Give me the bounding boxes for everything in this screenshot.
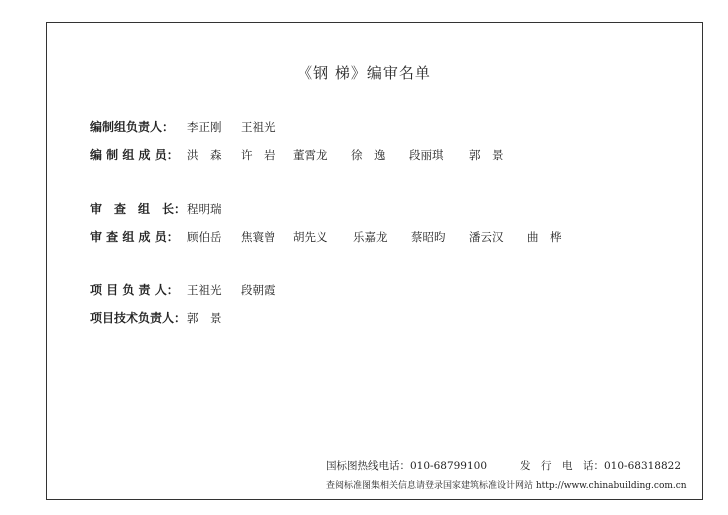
name: 程明瑞 [187,202,222,216]
tech-lead-row [90,309,222,326]
name: 段朝霞 [241,283,276,297]
compile-members-row [90,146,504,163]
issue-number: 010-68318822 [604,460,682,472]
page-title: 《钢 梯》编审名单 [297,64,431,82]
issue-label: 发 行 电 话： [520,460,604,472]
name: 曲 桦 [527,230,562,244]
hotline-number: 010-68799100 [410,460,488,472]
name: 焦寰曾 [241,230,276,244]
name: 顾伯岳 [187,230,222,244]
project-lead-label: 项 目 负 责 人： [90,283,179,297]
name: 徐 逸 [351,148,386,162]
review-members-row [90,228,562,245]
review-lead-row [90,200,222,217]
name: 洪 森 [187,148,222,162]
name: 王祖光 [241,120,276,134]
footer-website: 查阅标准图集相关信息请登录国家建筑标准设计网站 http://www.chinabuilding.com.cn [326,481,687,491]
name: 李正刚 [187,120,222,134]
review-lead-label: 审 查 组 长： [90,202,187,216]
review-members-label: 审 查 组 成 员： [90,230,179,244]
name: 许 岩 [241,148,276,162]
name: 董霄龙 [293,148,328,162]
hotline-label: 国标图热线电话： [326,460,410,472]
project-lead-row [90,281,276,298]
name: 潘云汉 [469,230,504,244]
name: 蔡昭昀 [411,230,446,244]
name: 胡先义 [293,230,328,244]
name: 段丽琪 [409,148,444,162]
name: 乐嘉龙 [353,230,388,244]
compile-lead-label: 编制组负责人： [90,120,175,134]
compile-lead-row [90,118,276,135]
name: 郭 景 [187,311,222,325]
name: 郭 景 [469,148,504,162]
page-frame [46,22,703,500]
tech-lead-label: 项目技术负责人： [90,311,187,325]
footer-phones [326,458,681,473]
compile-members-label: 编 制 组 成 员： [90,148,179,162]
name: 王祖光 [187,283,222,297]
